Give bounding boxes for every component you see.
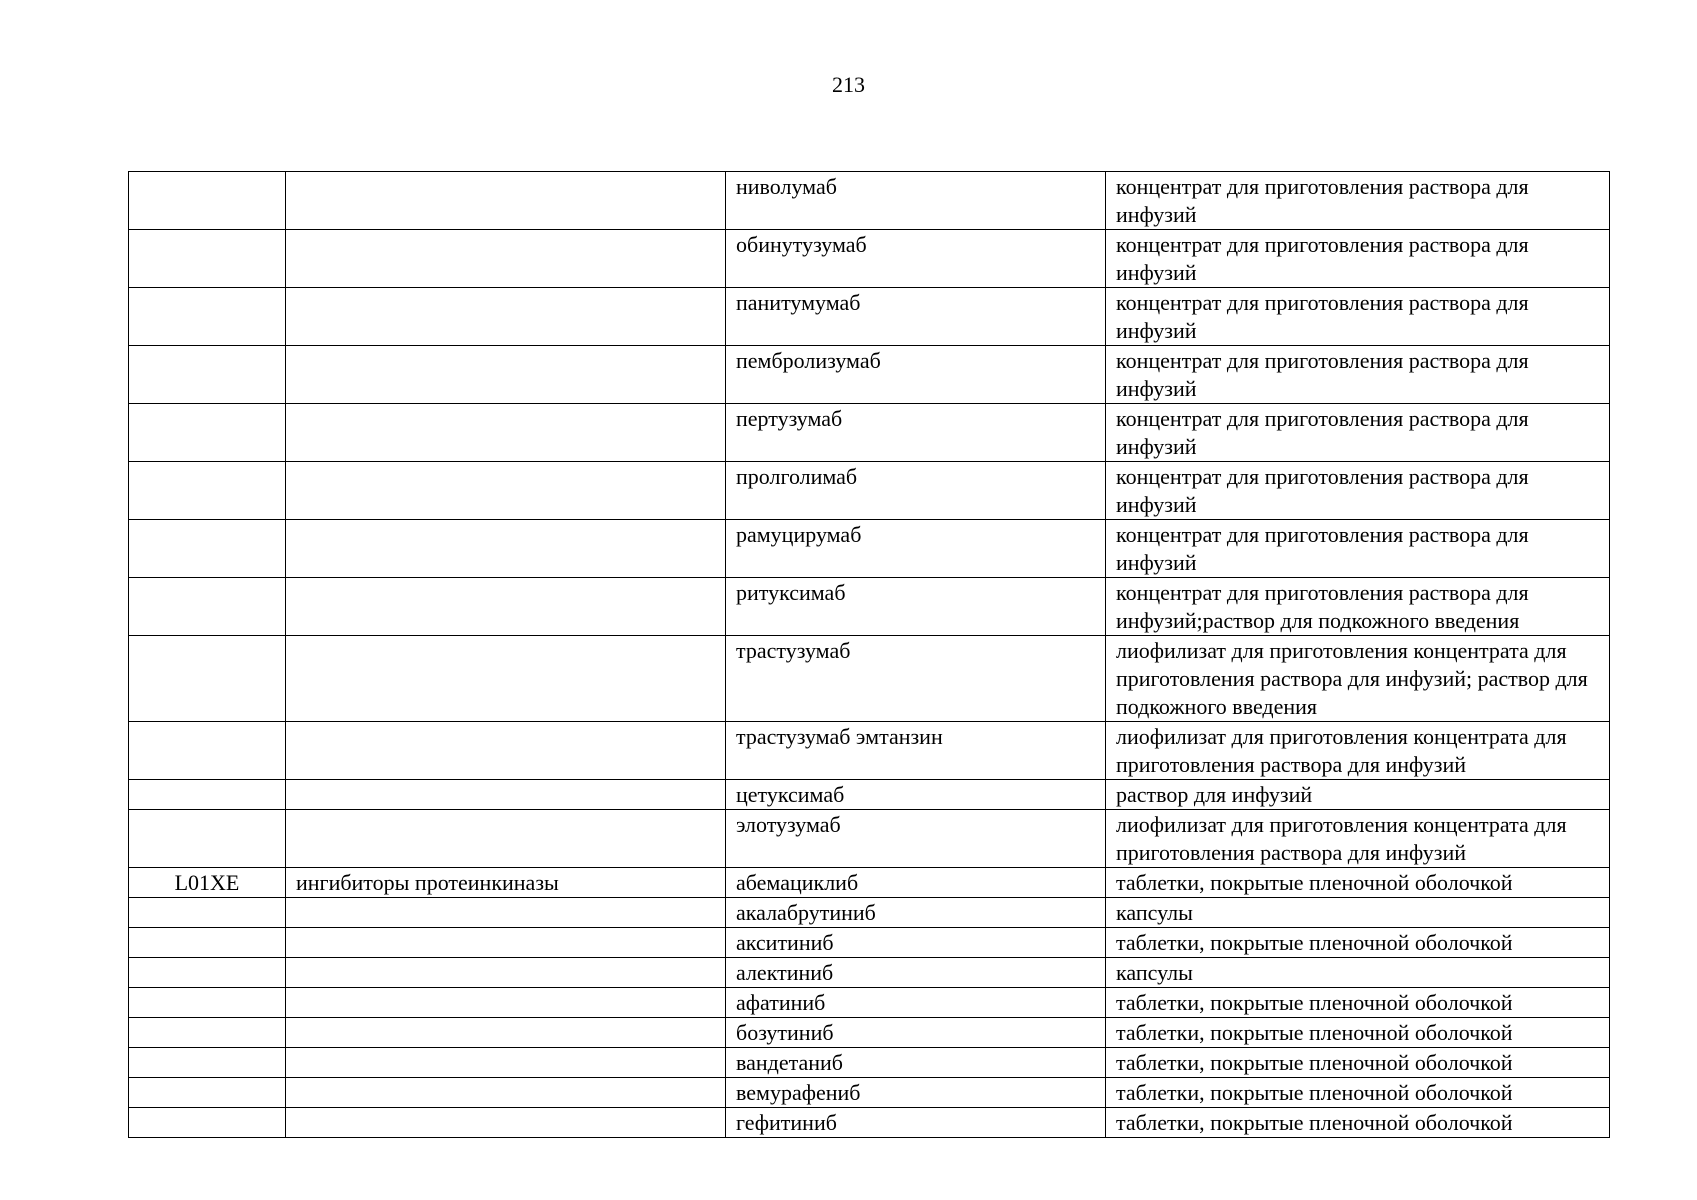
atc-code-cell [129,928,286,958]
atc-code-cell [129,958,286,988]
table-row [129,230,1610,288]
atc-code-cell [129,462,286,520]
dosage-form-cell: концентрат для приготовления раствора для инфузий [1106,172,1610,230]
group-name-cell [286,1018,726,1048]
group-name-cell: ингибиторы протеинкиназы [286,868,726,898]
atc-code-cell [129,898,286,928]
drug-name-cell: рамуцирумаб [726,520,1106,578]
atc-code-cell [129,172,286,230]
drug-name-cell: афатиниб [726,988,1106,1018]
dosage-form-cell: концентрат для приготовления раствора для инфузий;раствор для подкожного введения [1106,578,1610,636]
drug-name-cell: ритуксимаб [726,578,1106,636]
drug-name-cell: пертузумаб [726,404,1106,462]
group-name-cell [286,404,726,462]
drug-name-cell: обинутузумаб [726,230,1106,288]
atc-code-cell [129,722,286,780]
atc-code-cell [129,636,286,722]
drug-table [128,171,1610,1138]
drug-name-cell: абемациклиб [726,868,1106,898]
dosage-form-cell: таблетки, покрытые пленочной оболочкой [1106,1048,1610,1078]
atc-code-cell [129,578,286,636]
dosage-form-cell: таблетки, покрытые пленочной оболочкой [1106,1078,1610,1108]
atc-code-cell [129,1078,286,1108]
drug-name-cell: ниволумаб [726,172,1106,230]
table-row [129,404,1610,462]
table-row [129,928,1610,958]
table-row [129,578,1610,636]
group-name-cell [286,898,726,928]
table-row [129,462,1610,520]
dosage-form-cell: концентрат для приготовления раствора для инфузий [1106,520,1610,578]
drug-name-cell: гефитиниб [726,1108,1106,1138]
group-name-cell [286,288,726,346]
group-name-cell [286,230,726,288]
drug-name-cell: трастузумаб [726,636,1106,722]
group-name-cell [286,636,726,722]
drug-name-cell: акалабрутиниб [726,898,1106,928]
atc-code-cell [129,346,286,404]
dosage-form-cell: концентрат для приготовления раствора для инфузий [1106,404,1610,462]
table-row [129,1108,1610,1138]
table-row [129,346,1610,404]
drug-name-cell: акситиниб [726,928,1106,958]
group-name-cell [286,1048,726,1078]
group-name-cell [286,928,726,958]
dosage-form-cell: лиофилизат для приготовления концентрата для приготовления раствора для инфузий [1106,722,1610,780]
table-row [129,988,1610,1018]
atc-code-cell [129,1048,286,1078]
dosage-form-cell: лиофилизат для приготовления концентрата для приготовления раствора для инфузий; раствор для подкожного введения [1106,636,1610,722]
table-row [129,780,1610,810]
dosage-form-cell: таблетки, покрытые пленочной оболочкой [1106,868,1610,898]
dosage-form-cell: раствор для инфузий [1106,780,1610,810]
dosage-form-cell: концентрат для приготовления раствора для инфузий [1106,230,1610,288]
drug-name-cell: бозутиниб [726,1018,1106,1048]
dosage-form-cell: концентрат для приготовления раствора для инфузий [1106,462,1610,520]
dosage-form-cell: капсулы [1106,958,1610,988]
group-name-cell [286,520,726,578]
group-name-cell [286,578,726,636]
group-name-cell [286,958,726,988]
group-name-cell [286,780,726,810]
drug-name-cell: цетуксимаб [726,780,1106,810]
dosage-form-cell: капсулы [1106,898,1610,928]
table-row [129,1048,1610,1078]
table-body [129,172,1610,1138]
atc-code-cell [129,520,286,578]
drug-name-cell: пембролизумаб [726,346,1106,404]
drug-name-cell: вемурафениб [726,1078,1106,1108]
table-row [129,958,1610,988]
table-row [129,722,1610,780]
table-row [129,898,1610,928]
atc-code-cell [129,780,286,810]
group-name-cell [286,462,726,520]
table-row [129,1078,1610,1108]
table-row [129,520,1610,578]
group-name-cell [286,810,726,868]
atc-code-cell [129,230,286,288]
atc-code-cell [129,810,286,868]
table-row [129,172,1610,230]
dosage-form-cell: таблетки, покрытые пленочной оболочкой [1106,988,1610,1018]
group-name-cell [286,722,726,780]
table-row [129,810,1610,868]
atc-code-cell [129,1108,286,1138]
group-name-cell [286,346,726,404]
table-row [129,636,1610,722]
table-row [129,288,1610,346]
dosage-form-cell: таблетки, покрытые пленочной оболочкой [1106,1018,1610,1048]
dosage-form-cell: концентрат для приготовления раствора для инфузий [1106,346,1610,404]
atc-code-cell [129,988,286,1018]
group-name-cell [286,1108,726,1138]
drug-name-cell: пролголимаб [726,462,1106,520]
table-row [129,1018,1610,1048]
dosage-form-cell: лиофилизат для приготовления концентрата для приготовления раствора для инфузий [1106,810,1610,868]
group-name-cell [286,988,726,1018]
page-number: 213 [832,72,865,97]
drug-name-cell: элотузумаб [726,810,1106,868]
drug-name-cell: панитумумаб [726,288,1106,346]
drug-name-cell: вандетаниб [726,1048,1106,1078]
group-name-cell [286,172,726,230]
atc-code-cell: L01XE [129,868,286,898]
drug-name-cell: алектиниб [726,958,1106,988]
dosage-form-cell: концентрат для приготовления раствора для инфузий [1106,288,1610,346]
table-row [129,868,1610,898]
atc-code-cell [129,1018,286,1048]
group-name-cell [286,1078,726,1108]
atc-code-cell [129,404,286,462]
drug-name-cell: трастузумаб эмтанзин [726,722,1106,780]
dosage-form-cell: таблетки, покрытые пленочной оболочкой [1106,1108,1610,1138]
atc-code-cell [129,288,286,346]
dosage-form-cell: таблетки, покрытые пленочной оболочкой [1106,928,1610,958]
